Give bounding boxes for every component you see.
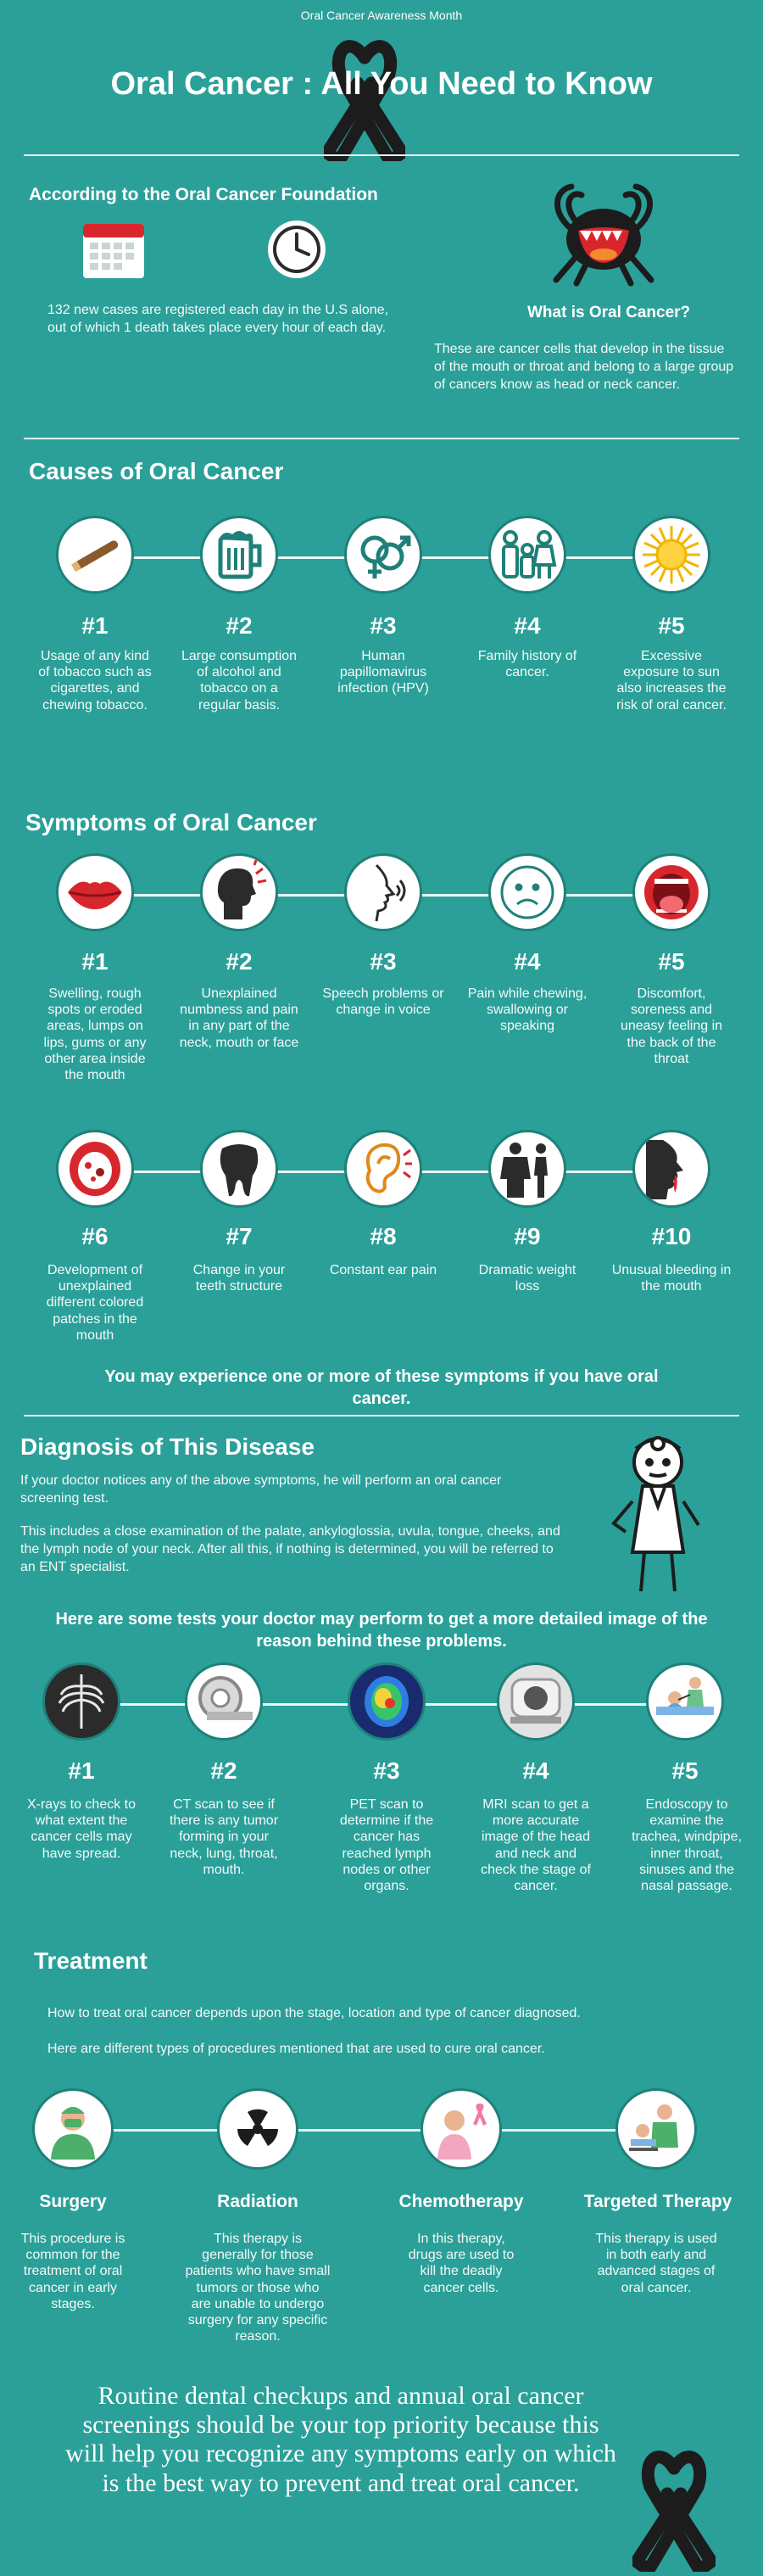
- what-is-text: These are cancer cells that develop in the tissue of the mouth or throat and belong to a large group of cancers know as head or neck cancer.: [434, 342, 734, 392]
- stats-text: 132 new cases are registered each day in the U.S alone, out of which 1 death takes place every hour of each day.: [47, 303, 389, 335]
- symptoms-heading: Symptoms of Oral Cancer: [25, 809, 317, 835]
- cause-4-text: Family history of cancer.: [477, 649, 577, 680]
- crab-mouth-icon: [543, 178, 665, 287]
- symptom-5-text: Discomfort, soreness and uneasy feeling in the back of the throat: [620, 986, 723, 1066]
- test-1-number: #1: [68, 1757, 95, 1784]
- clock-icon: [265, 217, 329, 282]
- pet-scan-icon: [348, 1662, 426, 1741]
- cause-2-number: #2: [226, 612, 253, 639]
- ear-icon: [344, 1130, 422, 1208]
- symptom-6-text: Development of unexplained different colored patches in the mouth: [46, 1263, 144, 1343]
- beer-mug-icon: [200, 516, 278, 594]
- symptom-10-number: #10: [651, 1223, 692, 1249]
- test-3-text: PET scan to determine if the cancer has reached lymph nodes or other organs.: [339, 1797, 434, 1893]
- sun-icon: [632, 516, 710, 594]
- symptom-1-text: Swelling, rough spots or eroded areas, lumps on lips, gums or any other area inside the mouth: [43, 986, 147, 1082]
- surgery-title: Surgery: [39, 2192, 107, 2211]
- cigar-icon: [56, 516, 134, 594]
- awareness-ribbon-icon: [632, 2445, 716, 2572]
- diagnosis-heading: Diagnosis of This Disease: [20, 1433, 315, 1460]
- cause-1-text: Usage of any kind of tobacco such as cigarettes, and chewing tobacco.: [38, 649, 152, 712]
- neck-pain-icon: [200, 853, 278, 931]
- test-2-text: CT scan to see if there is any tumor forming in your neck, lung, throat, mouth.: [169, 1797, 279, 1877]
- symptom-4-text: Pain while chewing, swallowing or speaking: [467, 986, 588, 1034]
- cause-4-number: #4: [514, 612, 541, 639]
- radiation-icon: [217, 2088, 298, 2170]
- divider: [24, 154, 739, 156]
- test-5-number: #5: [671, 1757, 699, 1784]
- divider: [24, 438, 739, 439]
- targeted-therapy-text: This therapy is used in both early and advanced stages of oral cancer.: [595, 2232, 717, 2295]
- ct-scan-icon: [185, 1662, 263, 1741]
- causes-heading: Causes of Oral Cancer: [29, 458, 284, 484]
- radiation-text: This therapy is generally for those patients who have small tumors or those who are unable to undergo surgery for any specific reason.: [185, 2232, 331, 2344]
- symptom-2-text: Unexplained numbness and pain in any part of the neck, mouth or face: [179, 986, 299, 1050]
- treatment-heading: Treatment: [34, 1947, 148, 1974]
- targeted-therapy-title: Targeted Therapy: [583, 2192, 732, 2211]
- bleeding-profile-icon: [632, 1130, 710, 1208]
- tests-heading: Here are some tests your doctor may perform to get a more detailed image of the reason behind these problems.: [55, 1610, 708, 1651]
- test-1-text: X-rays to check to what extent the cancer cells may have spread.: [26, 1797, 136, 1861]
- sad-face-icon: [488, 853, 566, 931]
- cause-3-text: Human papillomavirus infection (HPV): [337, 649, 429, 696]
- mouth-patches-icon: [56, 1130, 134, 1208]
- open-mouth-icon: [632, 853, 710, 931]
- footer-message: Routine dental checkups and annual oral cancer screenings should be your top priority because this will help you recognize any symptoms early on which is the best way to prevent and treat oral cancer.: [65, 2382, 616, 2497]
- cause-5-number: #5: [658, 612, 685, 639]
- symptom-1-number: #1: [81, 948, 109, 975]
- endoscopy-icon: [646, 1662, 724, 1741]
- symptom-3-number: #3: [370, 948, 397, 975]
- cause-2-text: Large consumption of alcohol and tobacco on a regular basis.: [181, 649, 298, 712]
- treatment-paragraph-1: How to treat oral cancer depends upon the stage, location and type of cancer diagnosed.: [47, 2006, 581, 2020]
- chemotherapy-text: In this therapy, drugs are used to kill the deadly cancer cells.: [408, 2232, 515, 2295]
- cause-3-number: #3: [370, 612, 397, 639]
- family-icon: [488, 516, 566, 594]
- test-4-number: #4: [522, 1757, 549, 1784]
- test-5-text: Endoscopy to examine the trachea, windpipe, inner throat, sinuses and the nasal passage.: [632, 1797, 742, 1893]
- divider: [24, 1415, 739, 1417]
- tooth-icon: [200, 1130, 278, 1208]
- symptom-3-text: Speech problems or change in voice: [322, 986, 444, 1018]
- diagnosis-paragraph-2: This includes a close examination of the palate, ankyloglossia, uvula, tongue, cheeks, and the lymph node of your neck. After all this, if nothing is determined, you will be referred to an ENT specialist.: [20, 1524, 560, 1574]
- symptom-5-number: #5: [658, 948, 685, 975]
- symptom-6-number: #6: [81, 1223, 109, 1249]
- symptom-10-text: Unusual bleeding in the mouth: [611, 1263, 732, 1294]
- doctor-icon: [607, 1425, 709, 1595]
- banner: Oral Cancer Awareness Month: [300, 8, 463, 22]
- lips-icon: [56, 853, 134, 931]
- page-title: Oral Cancer : All You Need to Know: [110, 66, 653, 102]
- test-4-text: MRI scan to get a more accurate image of the head and neck and check the stage of cancer.: [481, 1797, 591, 1893]
- symptom-2-number: #2: [226, 948, 253, 975]
- cause-5-text: Excessive exposure to sun also increases the risk of oral cancer.: [616, 649, 727, 712]
- symptom-8-number: #8: [370, 1223, 397, 1249]
- chemotherapy-title: Chemotherapy: [398, 2192, 524, 2211]
- symptom-7-text: Change in your teeth structure: [192, 1263, 286, 1294]
- face-profile-icon: [344, 853, 422, 931]
- xray-icon: [42, 1662, 120, 1741]
- treatment-paragraph-2: Here are different types of procedures mentioned that are used to cure oral cancer.: [47, 2042, 545, 2056]
- what-is-heading: What is Oral Cancer?: [527, 304, 691, 321]
- symptom-7-number: #7: [226, 1223, 253, 1249]
- cause-1-number: #1: [81, 612, 109, 639]
- symptom-9-number: #9: [514, 1223, 541, 1249]
- test-2-number: #2: [210, 1757, 237, 1784]
- surgeon-icon: [32, 2088, 114, 2170]
- mri-scan-icon: [497, 1662, 575, 1741]
- surgery-text: This procedure is common for the treatment of oral cancer in early stages.: [20, 2232, 125, 2311]
- patient-ribbon-icon: [420, 2088, 502, 2170]
- test-3-number: #3: [373, 1757, 400, 1784]
- diagnosis-paragraph-1: If your doctor notices any of the above symptoms, he will perform an oral cancer screening test.: [20, 1473, 502, 1506]
- weight-people-icon: [488, 1130, 566, 1208]
- calendar-icon: [81, 219, 146, 280]
- gender-symbols-icon: [344, 516, 422, 594]
- symptom-8-text: Constant ear pain: [329, 1263, 437, 1277]
- doctor-patient-icon: [615, 2088, 697, 2170]
- symptom-9-text: Dramatic weight loss: [478, 1263, 576, 1294]
- foundation-heading: According to the Oral Cancer Foundation: [29, 185, 378, 204]
- symptom-4-number: #4: [514, 948, 541, 975]
- radiation-title: Radiation: [217, 2192, 298, 2211]
- symptoms-note: You may experience one or more of these symptoms if you have oral cancer.: [104, 1367, 659, 1408]
